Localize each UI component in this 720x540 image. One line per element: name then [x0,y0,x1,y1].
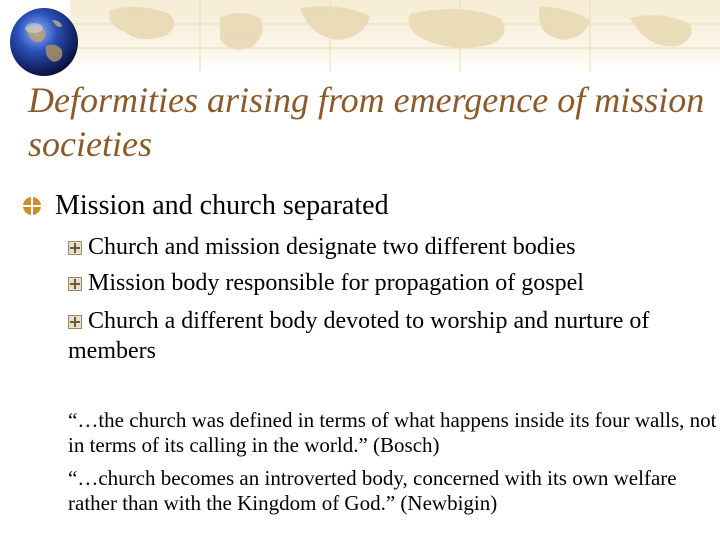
square-bullet-icon [68,241,82,255]
globe-icon [8,6,80,78]
sub-bullet [68,306,708,366]
slide-title: Deformities arising from emergence of mission societies [28,80,705,164]
square-bullet-icon [68,277,82,291]
sub-bullet-text: Church a different body devoted to worship and nurture of members [68,308,650,364]
sub-bullet-text: Mission body responsible for propagation of gospel [88,270,584,296]
sub-bullet [68,232,708,262]
quote-bosch: “…the church was defined in terms of what happens inside its four walls, not in terms of its calling in the world.” (Bosch) [68,408,717,457]
quote-newbigin: “…church becomes an introverted body, concerned with its own welfare rather than with the Kingdom of God.” (Newbigin) [68,466,677,515]
main-bullet-text: Mission and church separated [55,190,389,221]
world-map-banner [70,0,720,72]
main-bullet [22,190,389,222]
world-map-icon [70,0,720,72]
square-bullet-icon [68,315,82,329]
sub-bullet [68,268,708,298]
compass-bullet-icon [22,196,42,216]
sub-bullet-text: Church and mission designate two different bodies [88,234,576,260]
